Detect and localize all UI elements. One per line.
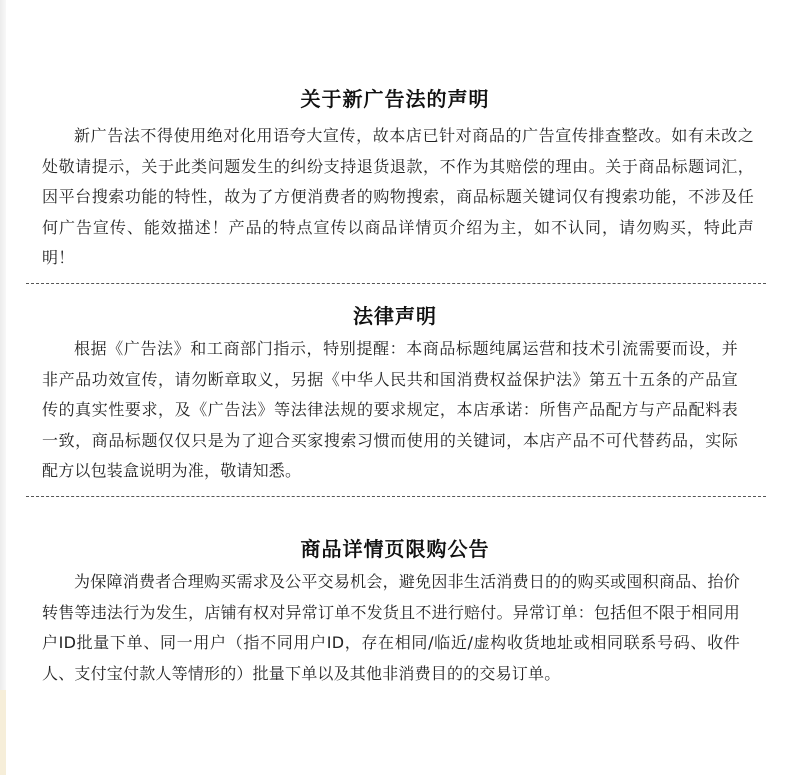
left-edge-strip xyxy=(0,0,6,775)
section-divider xyxy=(26,496,766,497)
section-title-ad-law-statement: 关于新广告法的声明 xyxy=(300,87,490,111)
section-body-purchase-limit-notice: 为保障消费者合理购买需求及公平交易机会，避免因非生活消费日的的购买或囤积商品、抬价转售等违法行为发生，店铺有权对异常订单不发货且不进行赔付。异常订单：包括但不限于相同用户ID批量下单、同一用户（指不同用户ID，存在相同/临近/虚构收货地址或相同联系号码、收件人、支付宝付款人等情形的）批量下单以及其他非消费目的的交易订单。 xyxy=(42,572,740,683)
section-title-legal-statement: 法律声明 xyxy=(353,304,437,328)
section-title-purchase-limit-notice: 商品详情页限购公告 xyxy=(300,537,490,561)
section-body-legal-statement: 根据《广告法》和工商部门指示，特别提醒：本商品标题纯属运营和技术引流需要而设，并非产品功效宣传，请勿断章取义，另据《中华人民共和国消费权益保护法》第五十五条的产品宣传的真实性要求，及《广告法》等法律法规的要求规定，本店承诺：所售产品配方与产品配料表一致，商品标题仅仅只是为了迎合买家搜索习惯而使用的关键词，本店产品不可代替药品，实际配方以包装盒说明为准，敬请知悉。 xyxy=(42,339,738,481)
section-body-ad-law-statement: 新广告法不得使用绝对化用语夸大宣传，故本店已针对商品的广告宣传排查整改。如有未改之处敬请提示，关于此类问题发生的纠纷支持退货退款，不作为其赔偿的理由。关于商品标题词汇，因平台搜索功能的特性，故为了方便消费者的购物搜索，商品标题关键词仅有搜索功能，不涉及任何广告宣传、能效描述！产品的特点宣传以商品详情页介绍为主，如不认同，请勿购买，特此声明！ xyxy=(42,126,754,268)
section-divider xyxy=(26,283,766,284)
left-edge-accent xyxy=(0,690,6,775)
